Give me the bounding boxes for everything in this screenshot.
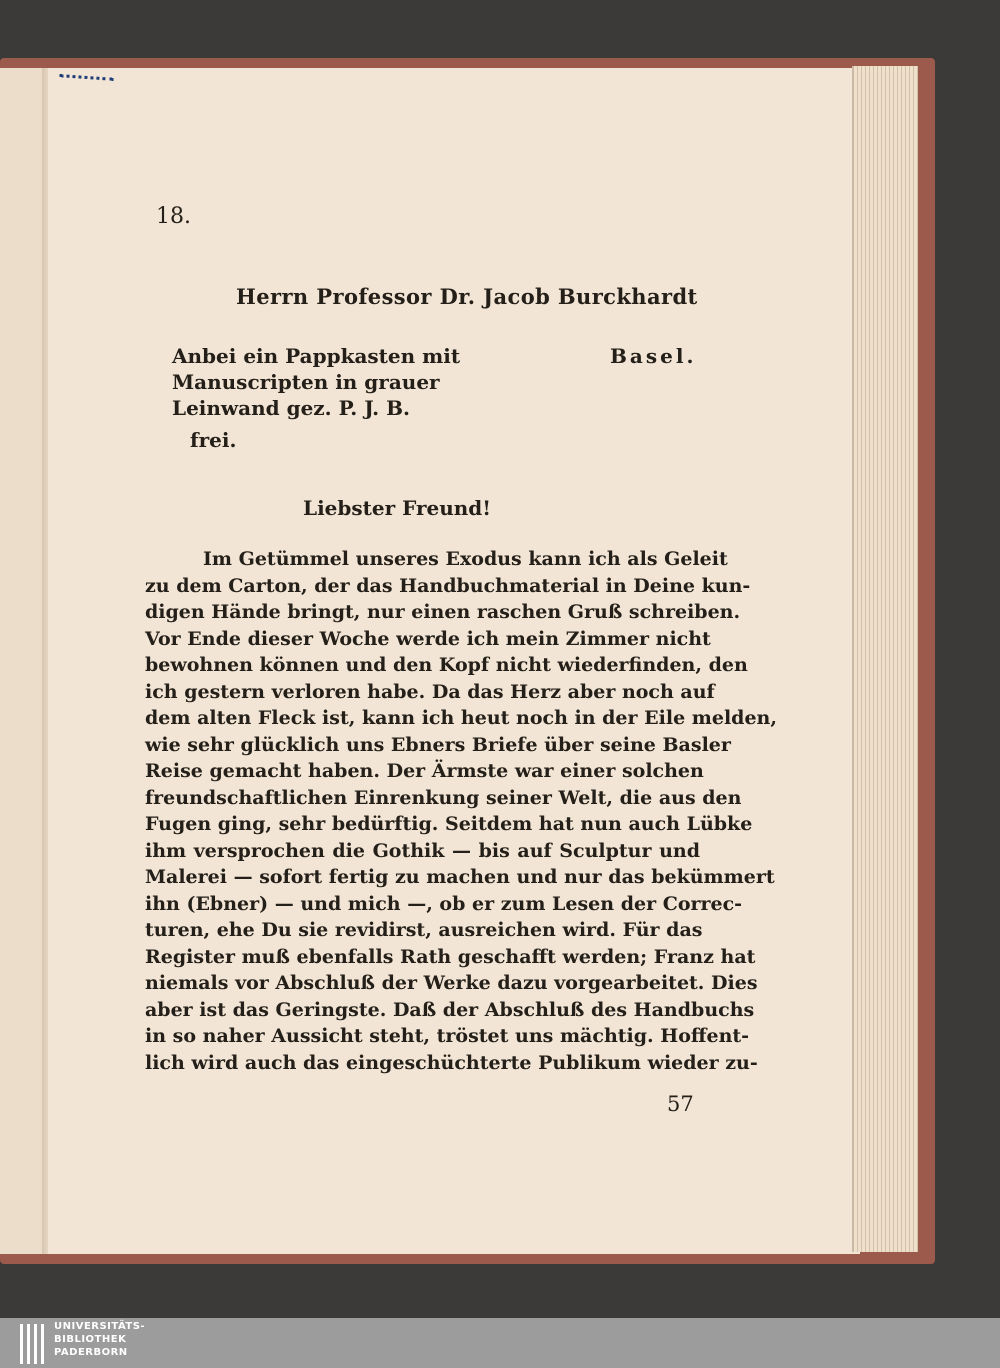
body-line: turen, ehe Du sie revidirst, ausreichen wird. Für das: [145, 919, 703, 941]
body-line: digen Hände bringt, nur einen raschen Gruß schreiben.: [145, 601, 741, 623]
library-name-line: BIBLIOTHEK: [54, 1334, 127, 1345]
body-line: niemals vor Abschluß der Werke dazu vorgearbeitet. Dies: [145, 972, 758, 994]
parcel-note-line: Manuscripten in grauer: [172, 370, 440, 394]
left-page: [0, 68, 48, 1254]
parcel-note-line: Leinwand gez. P. J. B.: [172, 396, 410, 420]
postage-note: frei.: [190, 428, 237, 452]
body-line: zu dem Carton, der das Handbuchmaterial in Deine kun-: [145, 574, 751, 597]
body-line: Reise gemacht haben. Der Ärmste war einer solchen: [145, 760, 704, 782]
body-line: ihn (Ebner) — und mich —, ob er zum Lesen der Correc-: [145, 892, 743, 915]
body-line: lich wird auch das eingeschüchterte Publikum wieder zu-: [145, 1051, 758, 1074]
body-line: ich gestern verloren habe. Da das Herz aber noch auf: [145, 680, 715, 703]
body-line: freundschaftlichen Einrenkung seiner Welt, die aus den: [145, 786, 742, 809]
library-name-line: UNIVERSITÄTS-: [54, 1321, 146, 1332]
recipient-address: Herrn Professor Dr. Jacob Burckhardt: [236, 284, 698, 309]
body-line: aber ist das Geringste. Daß der Abschluß des Handbuchs: [145, 998, 755, 1021]
body-line: bewohnen können und den Kopf nicht wiederfinden, den: [145, 654, 748, 676]
destination-city: Basel.: [610, 344, 697, 368]
body-line: Register muß ebenfalls Rath geschafft werden; Franz hat: [145, 945, 756, 968]
parcel-note-line: Anbei ein Pappkasten mit: [172, 344, 461, 368]
body-line: ihm versprochen die Gothik — bis auf Sculptur und: [145, 839, 700, 862]
library-logo-icon: [20, 1324, 46, 1364]
letter-number: 18.: [156, 204, 191, 229]
page-number: 57: [667, 1092, 694, 1116]
library-name-line: PADERBORN: [54, 1347, 128, 1358]
body-line: wie sehr glücklich uns Ebners Briefe über seine Basler: [145, 733, 731, 756]
body-line: Fugen ging, sehr bedürftig. Seitdem hat nun auch Lübke: [145, 813, 753, 835]
body-line: Vor Ende dieser Woche werde ich mein Zimmer nicht: [145, 627, 711, 650]
page-edges: [852, 66, 918, 1252]
binding-thread: [59, 58, 114, 81]
body-line: in so naher Aussicht steht, tröstet uns mächtig. Hoffent-: [145, 1025, 750, 1047]
body-line: dem alten Fleck ist, kann ich heut noch in der Eile melden,: [145, 707, 777, 729]
salutation: Liebster Freund!: [303, 496, 492, 520]
library-footer: [0, 1318, 1000, 1368]
body-line: Im Getümmel unseres Exodus kann ich als Geleit: [203, 548, 728, 570]
letter-body: [145, 546, 777, 1076]
body-line: Malerei — sofort fertig zu machen und nur das bekümmert: [145, 866, 775, 888]
